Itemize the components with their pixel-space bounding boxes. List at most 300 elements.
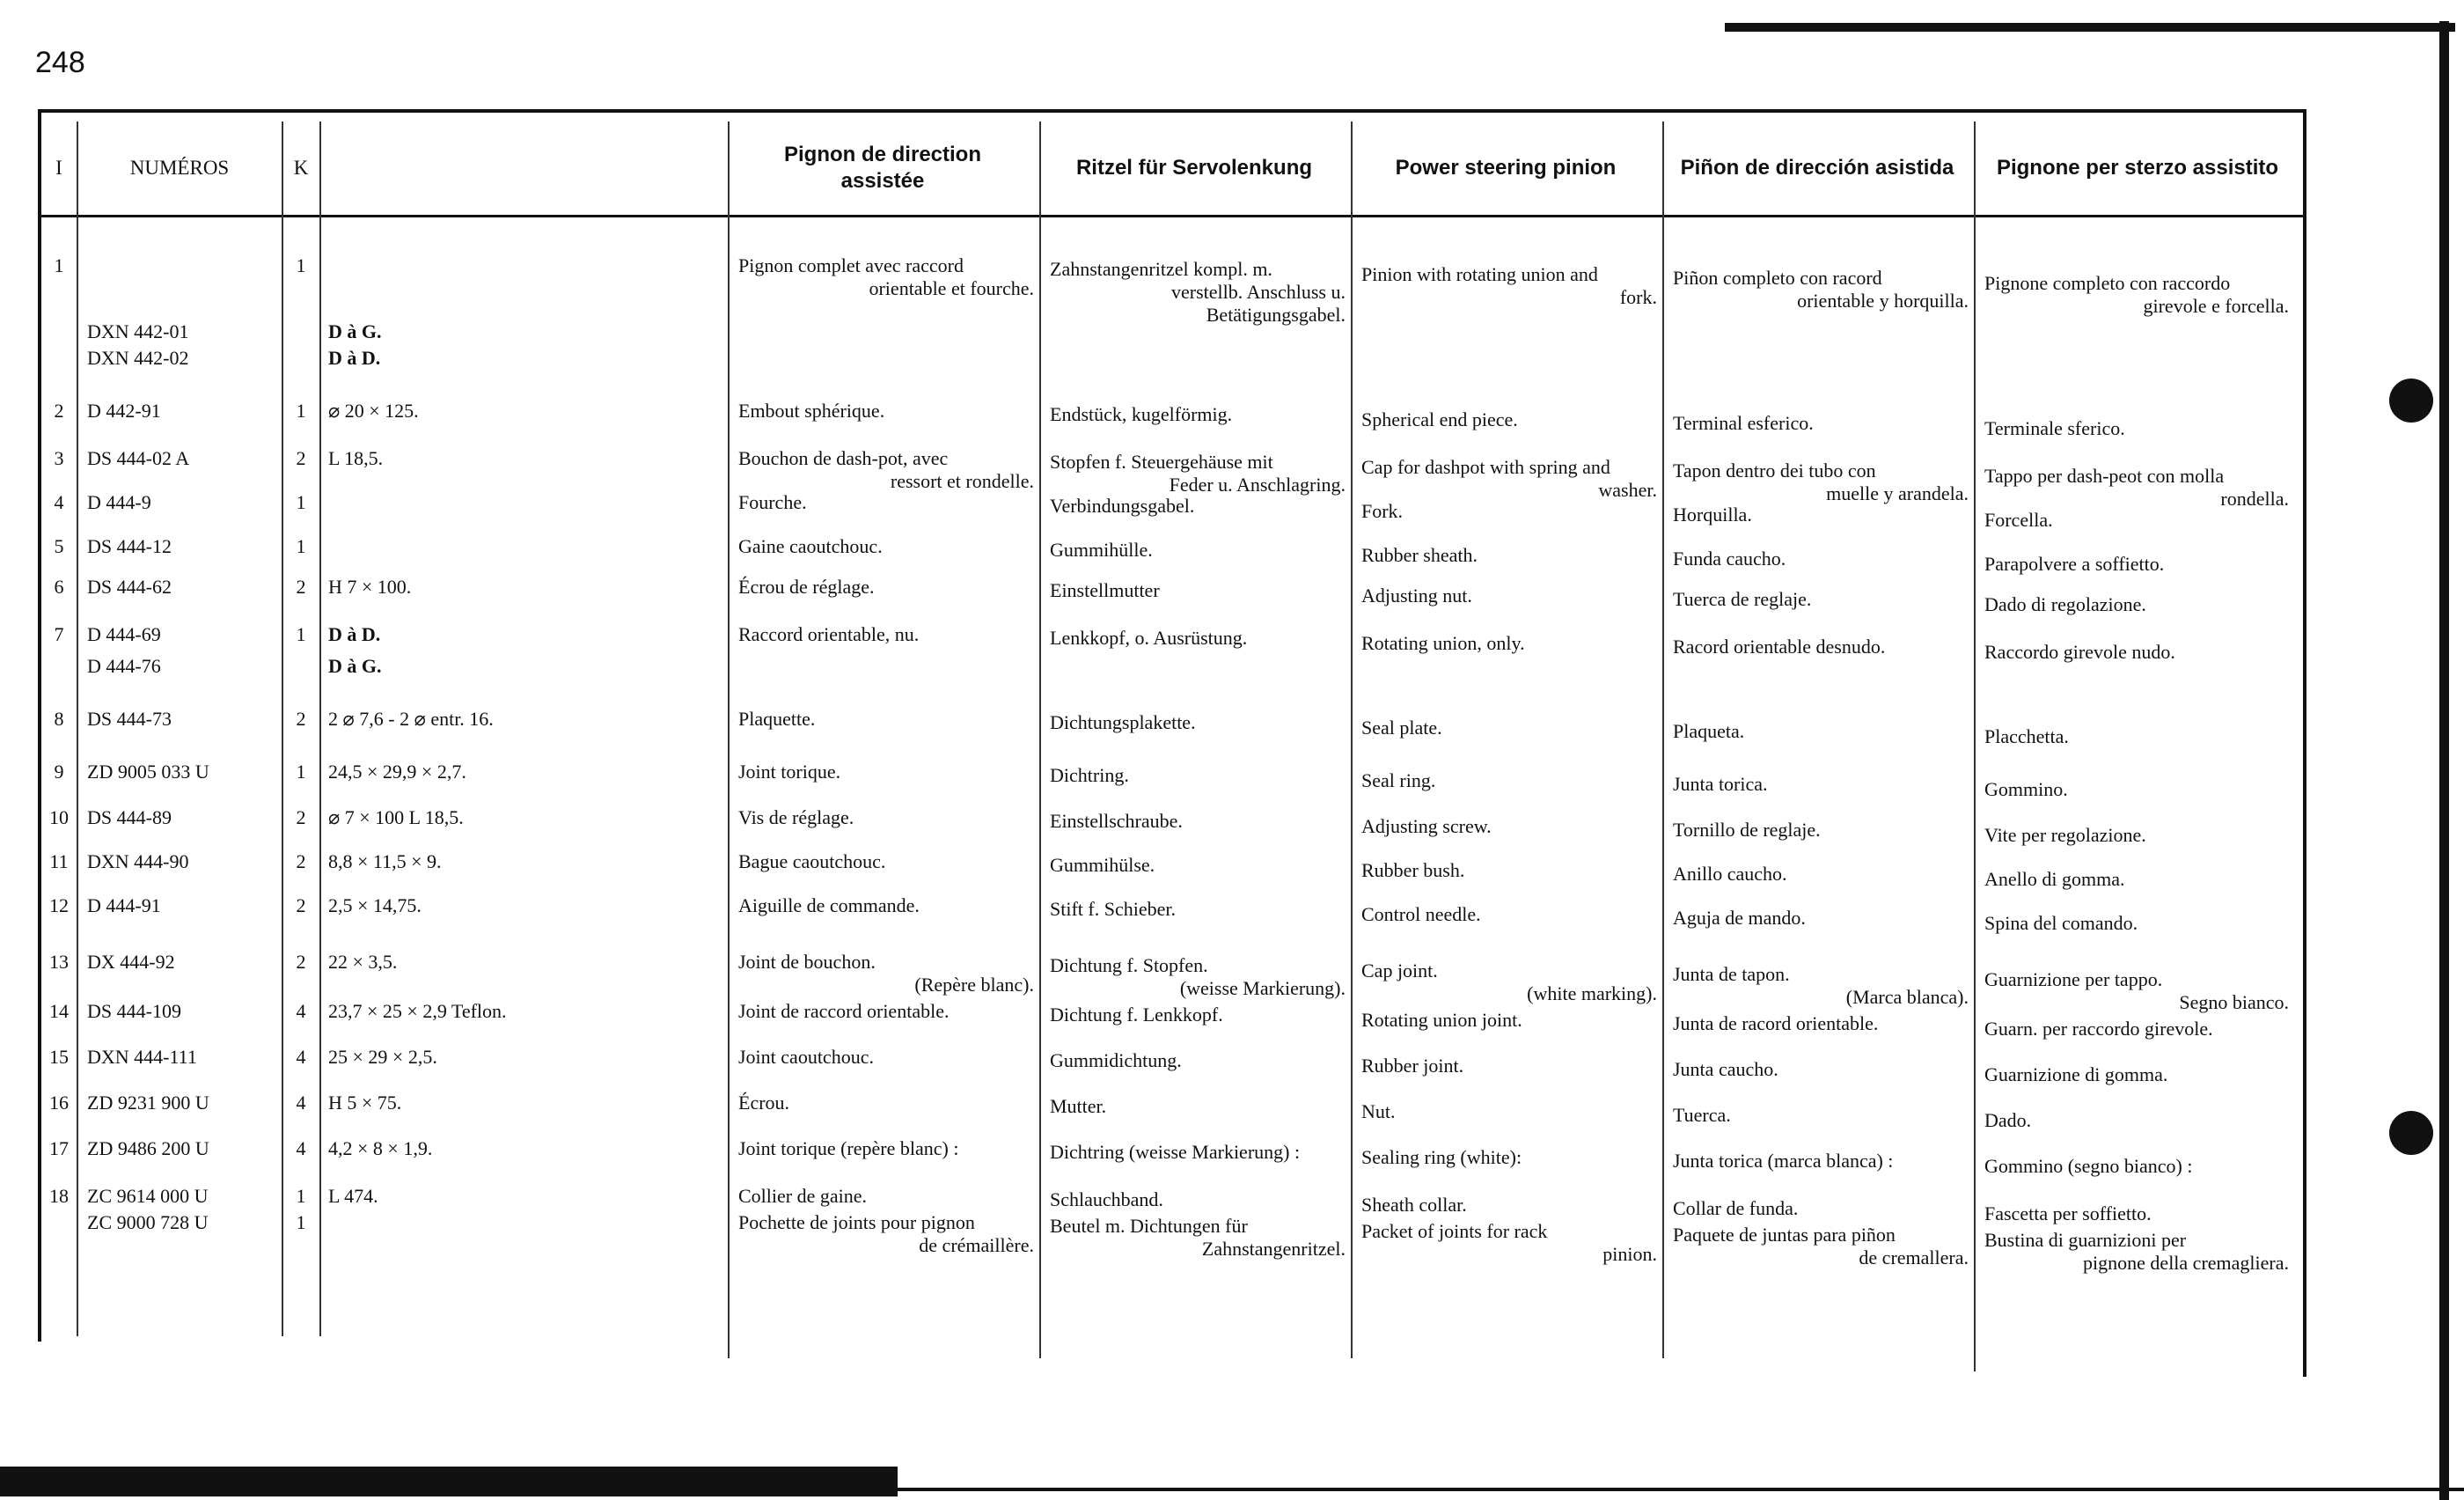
cell-it [1984,912,2289,935]
cell-text: Tappo per dash-peot con molla [1984,465,2225,487]
cell-text-continued: muelle y arandela. [1826,482,1969,504]
cell-text: 4 [296,1000,306,1022]
cell-en [1361,1220,1657,1266]
cell-num [87,400,281,423]
cell-text: Dichtung f. Lenkkopf. [1050,1004,1223,1026]
cell-text: Control needle. [1361,903,1481,925]
cell-de [1050,1004,1346,1026]
cell-text: 5 [54,535,64,557]
cell-text: 1 [296,761,306,783]
cell-text: Packet of joints for rack [1361,1220,1548,1242]
cell-de [1050,579,1346,602]
cell-text: Spherical end piece. [1361,408,1518,430]
cell-i [41,254,77,277]
cell-text: Junta de tapon. [1673,963,1790,985]
cell-text: Guarnizione per tappo. [1984,968,2163,990]
cell-text: DX 444-92 [87,951,175,973]
cell-spec [328,806,715,829]
cell-text-continued: washer. [1598,479,1657,501]
column-divider [1974,121,1976,1371]
cell-text: Lenkkopf, o. Ausrüstung. [1050,627,1248,649]
cell-spec [328,951,715,974]
cell-text: D 444-91 [87,894,161,916]
cell-text: Cap for dashpot with spring and [1361,456,1610,478]
cell-spec [328,1185,715,1208]
cell-num [87,491,281,514]
cell-text: Fork. [1361,500,1404,522]
cell-spec [328,1046,715,1069]
cell-text: Zahnstangenritzel kompl. m. [1050,258,1272,280]
cell-es [1673,1104,1969,1127]
cell-text: Dichtring. [1050,764,1129,786]
cell-text: Junta caucho. [1673,1058,1778,1080]
cell-text: 4 [54,491,64,513]
cell-text: Placchetta. [1984,725,2069,747]
cell-text: 22 × 3,5. [328,951,398,973]
cell-spec [328,400,715,423]
cell-num [87,347,281,370]
cell-text: Rubber bush. [1361,859,1465,881]
cell-en [1361,1194,1657,1217]
cell-i [41,576,77,599]
cell-num [87,655,281,678]
cell-fr [738,894,1034,917]
cell-text: 10 [49,806,69,828]
cell-k [283,761,319,783]
cell-it [1984,1155,2289,1178]
cell-de [1050,539,1346,562]
cell-text: Piñon completo con racord [1673,267,1882,289]
cell-text: 2 [296,894,306,916]
page-number: 248 [35,46,85,79]
cell-text-continued: (weisse Markierung). [1179,977,1346,999]
cell-text: DS 444-109 [87,1000,181,1022]
cell-en [1361,1100,1657,1123]
cell-k [283,894,319,917]
cell-text: D 444-76 [87,655,161,677]
cell-text: Guarn. per raccordo girevole. [1984,1018,2213,1040]
cell-de [1050,954,1346,1000]
header-english: Power steering pinion [1395,156,1617,180]
cell-text: Schlauchband. [1050,1188,1163,1210]
cell-k [283,806,319,829]
cell-num [87,951,281,974]
cell-num [87,850,281,873]
column-divider [1039,121,1041,1358]
cell-i [41,761,77,783]
cell-text: Joint caoutchouc. [738,1046,874,1068]
cell-text: Plaqueta. [1673,720,1745,742]
cell-en [1361,815,1657,838]
cell-it [1984,868,2289,891]
cell-text: Junta de racord orientable. [1673,1012,1879,1034]
cell-text: Dichtungsplakette. [1050,711,1196,733]
cell-num [87,761,281,783]
cell-en [1361,544,1657,567]
cell-text: Cap joint. [1361,960,1438,982]
header-numbers: NUMÉROS [129,157,230,179]
cell-num [87,535,281,558]
cell-k [283,951,319,974]
cell-k [283,1000,319,1023]
cell-fr [738,806,1034,829]
cell-k [283,447,319,470]
cell-fr [738,951,1034,996]
cell-k [283,576,319,599]
cell-en [1361,1009,1657,1032]
cell-de [1050,258,1346,327]
cell-text: 4 [296,1092,306,1114]
cell-en [1361,408,1657,431]
cell-text: Terminal esferico. [1673,412,1814,434]
cell-en [1361,500,1657,523]
cell-i [41,708,77,731]
cell-fr [738,576,1034,599]
binder-hole-top [2389,379,2433,423]
cell-text: 1 [296,535,306,557]
cell-text: Beutel m. Dichtungen für [1050,1215,1248,1237]
cell-k [283,254,319,277]
cell-text: ZD 9486 200 U [87,1137,209,1159]
cell-text-continued: girevole e forcella. [2143,295,2289,317]
cell-text: Bouchon de dash-pot, avec [738,447,949,469]
cell-num [87,623,281,646]
cell-text: Paquete de juntas para piñon [1673,1224,1896,1246]
cell-en [1361,769,1657,792]
cell-text: Terminale sferico. [1984,417,2125,439]
cell-es [1673,963,1969,1009]
cell-es [1673,720,1969,743]
cell-text: Racord orientable desnudo. [1673,636,1886,658]
cell-i [41,535,77,558]
cell-text: 2 [296,806,306,828]
cell-it [1984,1063,2289,1086]
header-qty: K [293,157,309,179]
cell-text: 13 [49,951,69,973]
cell-text: Joint torique (repère blanc) : [738,1137,959,1159]
cell-en [1361,859,1657,882]
cell-k [283,708,319,731]
cell-text: 25 × 29 × 2,5. [328,1046,437,1068]
cell-text: Einstellmutter [1050,579,1160,601]
cell-de [1050,1188,1346,1211]
cell-num [87,576,281,599]
cell-it [1984,509,2289,532]
cell-de [1050,810,1346,833]
cell-text: 16 [49,1092,69,1114]
cell-spec [328,1092,715,1114]
cell-text: Guarnizione di gomma. [1984,1063,2168,1085]
cell-text: 15 [49,1046,69,1068]
cell-text: Bague caoutchouc. [738,850,886,872]
cell-text: Collier de gaine. [738,1185,868,1207]
cell-fr [738,400,1034,423]
cell-num [87,1046,281,1069]
cell-text: Pignon complet avec raccord [738,254,964,276]
cell-spec [328,1000,715,1023]
cell-es [1673,1058,1969,1081]
cell-spec [328,894,715,917]
cell-text: Parapolvere a soffietto. [1984,553,2165,575]
cell-en [1361,903,1657,926]
cell-num [87,1137,281,1160]
cell-i [41,491,77,514]
cell-it [1984,272,2289,318]
cell-fr [738,1000,1034,1023]
cell-fr [738,447,1034,493]
cell-text: 23,7 × 25 × 2,9 Teflon. [328,1000,507,1022]
cell-text: DS 444-73 [87,708,172,730]
cell-text-continued: Feder u. Anschlagring. [1169,474,1346,496]
cell-num [87,1092,281,1114]
cell-fr [738,708,1034,731]
cell-num [87,320,281,343]
cell-es [1673,548,1969,570]
cell-es [1673,1150,1969,1173]
cell-num [87,1000,281,1023]
cell-k [283,491,319,514]
cell-it [1984,1018,2289,1040]
cell-text: Embout sphérique. [738,400,885,422]
cell-text: Joint de bouchon. [738,951,876,973]
cell-text: 1 [54,254,64,276]
cell-de [1050,627,1346,650]
cell-text: 2 [296,850,306,872]
cell-de [1050,1215,1346,1261]
header-rule [38,215,2306,217]
cell-text: 2 ⌀ 7,6 - 2 ⌀ entr. 16. [328,708,494,730]
cell-text: 8 [54,708,64,730]
cell-text: Endstück, kugelförmig. [1050,403,1233,425]
cell-text: Pignone completo con raccordo [1984,272,2231,294]
cell-es [1673,460,1969,505]
cell-text: 6 [54,576,64,598]
cell-text: DXN 442-02 [87,347,189,369]
cell-es [1673,1197,1969,1220]
cell-text: Stift f. Schieber. [1050,898,1176,920]
cell-en [1361,263,1657,309]
cell-text: 1 [296,491,306,513]
cell-i [41,400,77,423]
cell-text: Rotating union, only. [1361,632,1525,654]
cell-text: Dichtung f. Stopfen. [1050,954,1208,976]
cell-text: 4 [296,1046,306,1068]
cell-num [87,894,281,917]
cell-text-continued: Zahnstangenritzel. [1201,1238,1346,1260]
cell-text: Adjusting nut. [1361,585,1472,607]
cell-de [1050,495,1346,518]
cell-text-continued: orientable y horquilla. [1797,290,1969,312]
cell-text: Tornillo de reglaje. [1673,819,1821,841]
cell-text: 17 [49,1137,69,1159]
cell-text: Sealing ring (white): [1361,1146,1522,1168]
cell-fr [738,254,1034,300]
cell-text: Gommino (segno bianco) : [1984,1155,2193,1177]
cell-text-continued: pinion. [1602,1243,1657,1265]
cell-it [1984,465,2289,511]
cell-text: Spina del comando. [1984,912,2138,934]
cell-text: Vis de réglage. [738,806,854,828]
cell-en [1361,1055,1657,1077]
cell-text: DS 444-02 A [87,447,190,469]
bottom-rule-thick [0,1467,898,1496]
cell-text: Vite per regolazione. [1984,824,2146,846]
cell-text-continued: orientable et fourche. [869,277,1034,299]
cell-text: L 18,5. [328,447,384,469]
cell-text: 1 [296,1211,306,1233]
cell-text-continued: de cremallera. [1859,1246,1969,1268]
cell-fr [738,623,1034,646]
cell-text: 8,8 × 11,5 × 9. [328,850,442,872]
cell-text: Seal ring. [1361,769,1436,791]
cell-text: Raccordo girevole nudo. [1984,641,2175,663]
cell-i [41,1000,77,1023]
cell-text: 18 [49,1185,69,1207]
cell-text: 2 [296,447,306,469]
cell-fr [738,1137,1034,1160]
cell-num [87,806,281,829]
cell-es [1673,412,1969,435]
cell-text: 1 [296,400,306,422]
cell-es [1673,267,1969,312]
cell-k [283,1185,319,1208]
cell-k [283,400,319,423]
cell-text: Funda caucho. [1673,548,1786,570]
cell-fr [738,535,1034,558]
cell-text: 2 [296,576,306,598]
cell-text: Raccord orientable, nu. [738,623,920,645]
cell-text: ZD 9005 033 U [87,761,209,783]
cell-text: Joint de raccord orientable. [738,1000,950,1022]
cell-text: ⌀ 20 × 125. [328,400,419,422]
column-divider [1662,121,1664,1358]
cell-text: 2 [296,951,306,973]
cell-text: Dado di regolazione. [1984,593,2146,615]
cell-es [1673,1012,1969,1035]
cell-spec [328,850,715,873]
cell-it [1984,417,2289,440]
cell-fr [738,1046,1034,1069]
cell-text: Stopfen f. Steuergehäuse mit [1050,451,1273,473]
cell-spec [328,708,715,731]
cell-text: DS 444-89 [87,806,172,828]
cell-text-continued: Betätigungsgabel. [1206,304,1346,326]
cell-text: Joint torique. [738,761,841,783]
cell-k [283,623,319,646]
cell-it [1984,641,2289,664]
cell-text: DXN 444-111 [87,1046,197,1068]
cell-text: Gummidichtung. [1050,1049,1182,1071]
cell-text: Rubber joint. [1361,1055,1464,1077]
cell-i [41,1137,77,1160]
cell-i [41,1185,77,1208]
cell-text: DS 444-62 [87,576,172,598]
cell-i [41,806,77,829]
column-divider [728,121,730,1358]
cell-text: D à D. [328,347,381,369]
header-german: Ritzel für Servolenkung [1075,156,1313,180]
cell-de [1050,898,1346,921]
cell-text: Sheath collar. [1361,1194,1467,1216]
header-index: I [55,157,62,179]
cell-text: Collar de funda. [1673,1197,1799,1219]
cell-text: 1 [296,254,306,276]
cell-de [1050,854,1346,877]
cell-es [1673,588,1969,611]
cell-text: Seal plate. [1361,717,1442,739]
cell-text: 1 [296,623,306,645]
cell-text: 2 [54,400,64,422]
binder-hole-bottom [2389,1111,2433,1155]
cell-text: Dichtring (weisse Markierung) : [1050,1141,1301,1163]
cell-k [283,1137,319,1160]
cell-i [41,1092,77,1114]
cell-text: Tuerca de reglaje. [1673,588,1812,610]
cell-text: 2 [296,708,306,730]
cell-it [1984,1229,2289,1275]
cell-text: ZC 9000 728 U [87,1211,209,1233]
cell-text: Gummihülse. [1050,854,1155,876]
cell-text: 9 [54,761,64,783]
bottom-rule-thin [898,1488,2464,1491]
cell-i [41,1046,77,1069]
cell-es [1673,907,1969,930]
cell-fr [738,1211,1034,1257]
cell-text: D à D. [328,623,381,645]
cell-text: 12 [49,894,69,916]
cell-spec [328,320,715,343]
cell-es [1673,504,1969,526]
cell-spec [328,761,715,783]
cell-text-continued: Segno bianco. [2179,991,2289,1013]
cell-text: Rubber sheath. [1361,544,1478,566]
header-italian: Pignone per sterzo assistito [1996,156,2279,180]
cell-text: 4 [296,1137,306,1159]
right-edge-rule [2439,21,2449,1500]
cell-text-continued: ressort et rondelle. [890,470,1034,492]
cell-text-continued: pignone della cremagliera. [2083,1252,2289,1274]
cell-text: Pochette de joints pour pignon [738,1211,975,1233]
cell-spec [328,1137,715,1160]
cell-text: Anello di gomma. [1984,868,2125,890]
cell-fr [738,1092,1034,1114]
cell-text: DXN 444-90 [87,850,189,872]
cell-text: Fascetta per soffietto. [1984,1202,2152,1224]
cell-text: Junta torica (marca blanca) : [1673,1150,1894,1172]
cell-text: H 5 × 75. [328,1092,402,1114]
cell-spec [328,347,715,370]
cell-en [1361,960,1657,1005]
cell-text: Horquilla. [1673,504,1752,526]
cell-es [1673,636,1969,658]
cell-text-continued: (Marca blanca). [1845,986,1969,1008]
cell-de [1050,451,1346,496]
cell-text: L 474. [328,1185,378,1207]
cell-k [283,1046,319,1069]
cell-text: 14 [49,1000,69,1022]
cell-text: ZD 9231 900 U [87,1092,209,1114]
cell-text: 3 [54,447,64,469]
cell-text: Anillo caucho. [1673,863,1787,885]
cell-fr [738,1185,1034,1208]
header-french: Pignon de direction assistée [783,143,981,193]
cell-de [1050,1095,1346,1118]
cell-es [1673,1224,1969,1269]
cell-de [1050,711,1346,734]
cell-text: DXN 442-01 [87,320,189,342]
cell-k [283,850,319,873]
cell-text: Junta torica. [1673,773,1768,795]
